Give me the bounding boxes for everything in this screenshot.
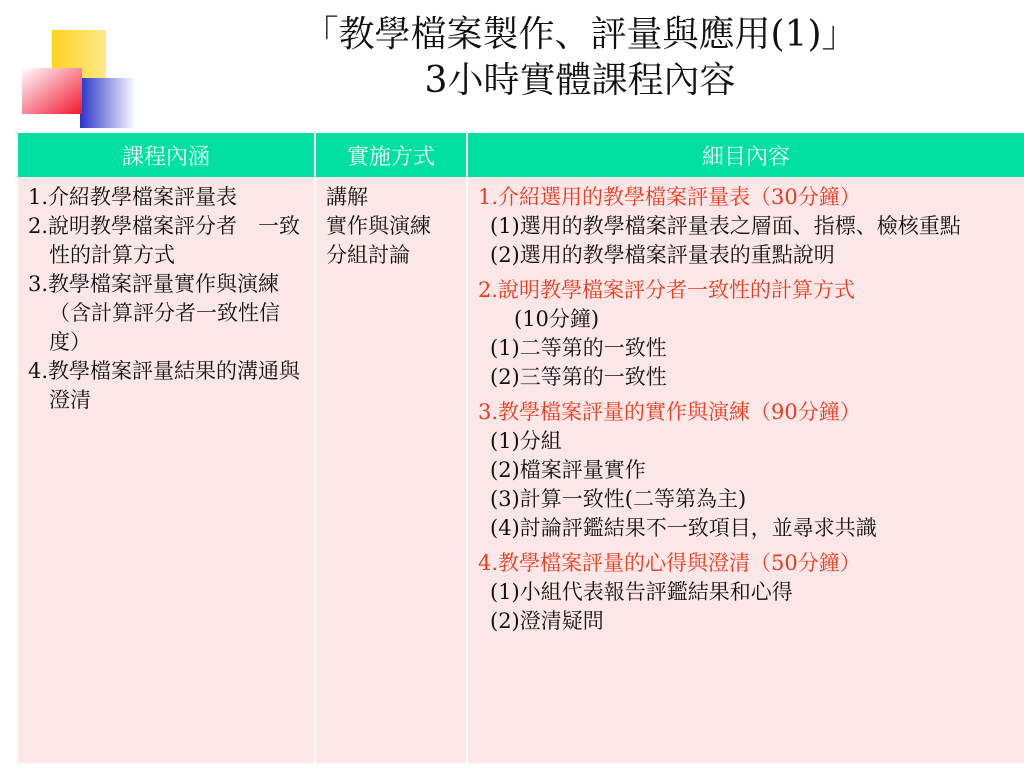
list-item: (2)澄清疑問: [490, 609, 604, 633]
list-item: (4)討論評鑑結果不一致項目，並尋求共識: [490, 516, 877, 540]
slide-title: [150, 12, 1010, 104]
title-line-1: 「教學檔案製作、評量與應用(1)」: [302, 14, 858, 55]
squares-icon: [0, 0, 140, 130]
list-item: (2)檔案評量實作: [490, 458, 646, 482]
header-method: 實施方式: [315, 133, 467, 177]
section-title: 3.教學檔案評量的實作與演練（90分鐘）: [478, 400, 861, 424]
course-table: [18, 133, 1024, 763]
section-title: 2.說明教學檔案評分者一致性的計算方式: [478, 278, 856, 302]
list-item: 3.教學檔案評量實作與演練（含計算評分者一致性信度）: [28, 272, 280, 354]
list-item: (1)小組代表報告評鑑結果和心得: [490, 580, 793, 604]
table-header-row: [18, 133, 1024, 177]
course-content-cell: [18, 177, 315, 763]
list-item: (1)二等第的一致性: [490, 336, 667, 360]
section-time: (10分鐘): [514, 307, 600, 331]
list-item: 分組討論: [326, 243, 410, 267]
details-cell: [467, 177, 1024, 763]
list-item: (2)三等第的一致性: [490, 365, 667, 389]
list-item: (2)選用的教學檔案評量表的重點說明: [490, 243, 835, 267]
method-cell: [315, 177, 467, 763]
section-title: 4.教學檔案評量的心得與澄清（50分鐘）: [478, 551, 861, 575]
list-item: (3)計算一致性(二等第為主): [490, 487, 747, 511]
list-item: 4.教學檔案評量結果的溝通與澄清: [28, 359, 301, 412]
list-item: 2.說明教學檔案評分者 一致性的計算方式: [28, 214, 301, 267]
header-details: 細目內容: [467, 133, 1024, 177]
decorative-logo-squares: [0, 0, 140, 130]
list-item: 1.介紹教學檔案評量表: [28, 185, 238, 209]
header-course-content: 課程內涵: [18, 133, 315, 177]
table-row: [18, 177, 1024, 763]
list-item: (1)分組: [490, 429, 562, 453]
list-item: 講解: [326, 185, 368, 209]
section-title: 1.介紹選用的教學檔案評量表（30分鐘）: [478, 185, 861, 209]
list-item: (1)選用的教學檔案評量表之層面、指標、檢核重點: [490, 214, 961, 238]
title-line-2: 3小時實體課程內容: [424, 60, 736, 101]
list-item: 實作與演練: [326, 214, 431, 238]
